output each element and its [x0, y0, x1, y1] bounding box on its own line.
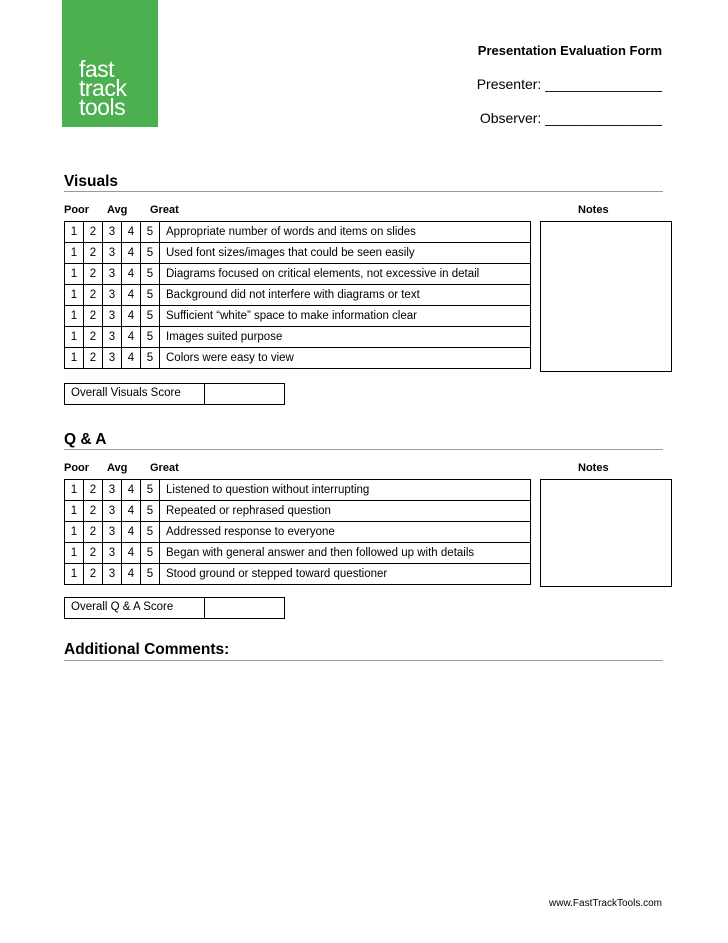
visuals-score [64, 383, 285, 405]
rating-option-2[interactable]: 2 [84, 480, 103, 501]
rating-option-5[interactable]: 5 [141, 348, 160, 369]
notes-label: Notes [578, 462, 609, 474]
logo-line: fast [79, 56, 115, 82]
avg-label: Avg [107, 462, 128, 474]
rating-option-3[interactable]: 3 [103, 564, 122, 585]
criterion-text: Images suited purpose [160, 327, 531, 348]
rating-option-5[interactable]: 5 [141, 285, 160, 306]
scale-header [0, 204, 728, 218]
rating-row [65, 327, 531, 348]
rating-row [65, 522, 531, 543]
criterion-text: Addressed response to everyone [160, 522, 531, 543]
rating-option-1[interactable]: 1 [65, 306, 84, 327]
rating-option-4[interactable]: 4 [122, 285, 141, 306]
criterion-text: Stood ground or stepped toward questioner [160, 564, 531, 585]
rating-option-1[interactable]: 1 [65, 543, 84, 564]
rating-option-4[interactable]: 4 [122, 243, 141, 264]
rating-option-4[interactable]: 4 [122, 501, 141, 522]
rating-option-5[interactable]: 5 [141, 264, 160, 285]
qa-heading: Q & A [64, 431, 107, 448]
rating-option-5[interactable]: 5 [141, 480, 160, 501]
great-label: Great [150, 204, 179, 216]
rating-option-1[interactable]: 1 [65, 480, 84, 501]
rating-option-1[interactable]: 1 [65, 264, 84, 285]
criterion-text: Used font sizes/images that could be seen easily [160, 243, 531, 264]
rating-option-1[interactable]: 1 [65, 564, 84, 585]
rating-option-3[interactable]: 3 [103, 243, 122, 264]
rating-option-5[interactable]: 5 [141, 306, 160, 327]
criterion-text: Colors were easy to view [160, 348, 531, 369]
rating-row [65, 348, 531, 369]
rating-option-1[interactable]: 1 [65, 222, 84, 243]
qa-notes-box[interactable] [540, 479, 672, 587]
rating-option-4[interactable]: 4 [122, 306, 141, 327]
criterion-text: Diagrams focused on critical elements, not excessive in detail [160, 264, 531, 285]
rating-option-3[interactable]: 3 [103, 306, 122, 327]
qa-rating-table [64, 479, 531, 585]
rating-option-4[interactable]: 4 [122, 222, 141, 243]
rating-option-4[interactable]: 4 [122, 480, 141, 501]
comments-area[interactable] [64, 664, 663, 884]
visuals-notes-box[interactable] [540, 221, 672, 372]
rating-option-2[interactable]: 2 [84, 243, 103, 264]
rating-option-5[interactable]: 5 [141, 243, 160, 264]
rating-option-2[interactable]: 2 [84, 522, 103, 543]
rating-option-3[interactable]: 3 [103, 327, 122, 348]
criterion-text: Listened to question without interrupting [160, 480, 531, 501]
avg-label: Avg [107, 204, 128, 216]
rating-option-2[interactable]: 2 [84, 264, 103, 285]
rating-option-2[interactable]: 2 [84, 327, 103, 348]
rating-option-5[interactable]: 5 [141, 543, 160, 564]
rating-option-1[interactable]: 1 [65, 285, 84, 306]
criterion-text: Appropriate number of words and items on slides [160, 222, 531, 243]
rating-option-3[interactable]: 3 [103, 543, 122, 564]
rating-option-3[interactable]: 3 [103, 264, 122, 285]
rating-row [65, 480, 531, 501]
rating-row [65, 285, 531, 306]
poor-label: Poor [64, 204, 90, 216]
rating-option-2[interactable]: 2 [84, 348, 103, 369]
rating-option-3[interactable]: 3 [103, 348, 122, 369]
rating-row [65, 222, 531, 243]
rating-option-2[interactable]: 2 [84, 501, 103, 522]
divider [64, 449, 663, 450]
rating-row [65, 264, 531, 285]
rating-option-5[interactable]: 5 [141, 564, 160, 585]
rating-option-1[interactable]: 1 [65, 243, 84, 264]
rating-option-4[interactable]: 4 [122, 327, 141, 348]
rating-option-2[interactable]: 2 [84, 222, 103, 243]
rating-option-3[interactable]: 3 [103, 285, 122, 306]
rating-option-1[interactable]: 1 [65, 522, 84, 543]
rating-option-1[interactable]: 1 [65, 348, 84, 369]
rating-option-4[interactable]: 4 [122, 348, 141, 369]
criterion-text: Sufficient “white” space to make information clear [160, 306, 531, 327]
rating-option-1[interactable]: 1 [65, 501, 84, 522]
poor-label: Poor [64, 462, 90, 474]
scale-header [0, 462, 728, 476]
rating-row [65, 501, 531, 522]
rating-option-2[interactable]: 2 [84, 306, 103, 327]
presenter-field[interactable]: Presenter: _______________ [476, 76, 662, 92]
qa-score-input[interactable] [204, 598, 285, 618]
logo-line: tools [79, 94, 126, 120]
great-label: Great [150, 462, 179, 474]
rating-option-2[interactable]: 2 [84, 564, 103, 585]
visuals-score-label: Overall Visuals Score [71, 387, 181, 399]
rating-option-4[interactable]: 4 [122, 522, 141, 543]
rating-option-4[interactable]: 4 [122, 543, 141, 564]
rating-row [65, 243, 531, 264]
rating-row [65, 543, 531, 564]
divider [64, 191, 663, 192]
fast-track-tools-logo [62, 0, 158, 127]
divider [64, 660, 663, 661]
criterion-text: Background did not interfere with diagrams or text [160, 285, 531, 306]
additional-comments-heading: Additional Comments: [64, 641, 230, 658]
rating-option-1[interactable]: 1 [65, 327, 84, 348]
rating-option-5[interactable]: 5 [141, 522, 160, 543]
rating-option-2[interactable]: 2 [84, 285, 103, 306]
footer-url: www.FastTrackTools.com [549, 898, 662, 909]
visuals-heading: Visuals [64, 173, 119, 190]
rating-option-3[interactable]: 3 [103, 522, 122, 543]
notes-label: Notes [578, 204, 609, 216]
rating-option-2[interactable]: 2 [84, 543, 103, 564]
rating-option-5[interactable]: 5 [141, 222, 160, 243]
qa-score-label: Overall Q & A Score [71, 601, 174, 613]
observer-field[interactable]: Observer: _______________ [479, 110, 662, 126]
visuals-rating-table [64, 221, 531, 369]
qa-score [64, 597, 285, 619]
rating-option-5[interactable]: 5 [141, 501, 160, 522]
rating-option-3[interactable]: 3 [103, 480, 122, 501]
criterion-text: Began with general answer and then followed up with details [160, 543, 531, 564]
rating-option-3[interactable]: 3 [103, 222, 122, 243]
criterion-text: Repeated or rephrased question [160, 501, 531, 522]
rating-row [65, 564, 531, 585]
rating-option-4[interactable]: 4 [122, 564, 141, 585]
form-title: Presentation Evaluation Form [477, 43, 662, 58]
visuals-score-input[interactable] [204, 384, 285, 404]
logo-line: track [79, 75, 127, 101]
logo-text [79, 56, 127, 120]
rating-option-5[interactable]: 5 [141, 327, 160, 348]
rating-option-4[interactable]: 4 [122, 264, 141, 285]
rating-option-3[interactable]: 3 [103, 501, 122, 522]
rating-row [65, 306, 531, 327]
